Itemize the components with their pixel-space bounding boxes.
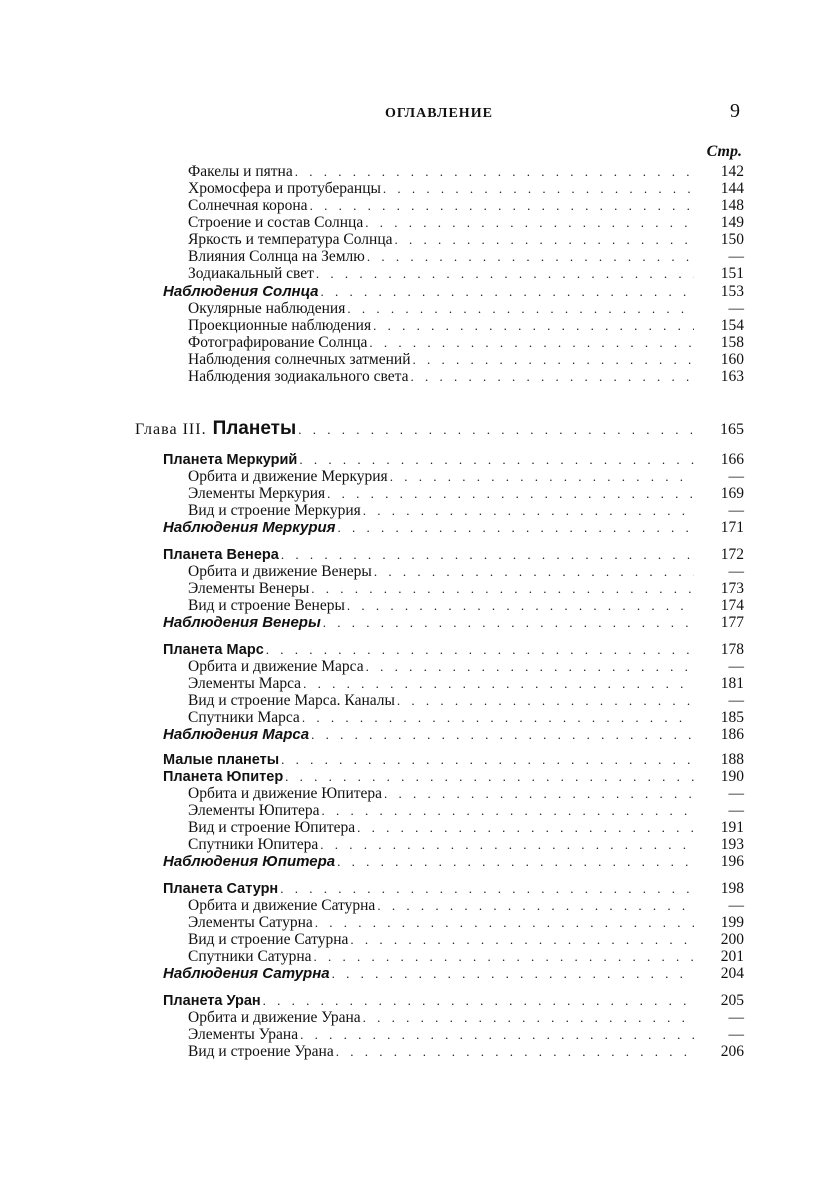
toc-page-number: — (728, 1026, 744, 1043)
toc-page-number: 165 (720, 421, 744, 438)
toc-item (188, 1009, 744, 1026)
dot-leader (374, 563, 694, 580)
toc-page-number: 199 (720, 914, 744, 931)
toc-page-number: 149 (720, 214, 744, 231)
dot-leader (369, 334, 694, 351)
toc-title: Планета Сатурн (163, 881, 279, 897)
toc-section (163, 965, 744, 982)
dot-leader (390, 468, 694, 485)
toc-page-number: 191 (720, 819, 744, 836)
toc-page-number: — (728, 785, 744, 802)
dot-leader (373, 317, 694, 334)
toc-title: Зодиакальный свет (188, 265, 314, 282)
toc-page-number: 205 (720, 992, 744, 1009)
toc-section (163, 546, 744, 563)
toc-title: Планеты (212, 418, 297, 439)
dot-leader (347, 300, 694, 317)
page-number: 9 (730, 100, 740, 122)
toc-page-number: 174 (720, 597, 744, 614)
dot-leader (384, 785, 694, 802)
toc-section (163, 614, 744, 631)
toc-title: Вид и строение Меркурия (188, 502, 361, 519)
toc-page-number: — (728, 300, 744, 317)
toc-page-number: 148 (720, 197, 744, 214)
dot-leader (336, 1043, 694, 1060)
toc-title: Наблюдения Сатурна (163, 965, 330, 982)
toc-title: Наблюдения зодиакального света (188, 368, 409, 385)
dot-leader (363, 1009, 694, 1026)
toc-page-number: 151 (720, 265, 744, 282)
toc-page-number: 185 (720, 709, 744, 726)
toc-title: Планета Венера (163, 547, 279, 563)
toc-item (188, 231, 744, 248)
toc-title: Орбита и движение Урана (188, 1009, 361, 1026)
toc-item (188, 502, 744, 519)
toc-section (163, 726, 744, 743)
toc-title: Факелы и пятна (188, 163, 293, 180)
toc-item (188, 163, 744, 180)
toc-item (188, 197, 744, 214)
toc-item (188, 802, 744, 819)
toc-section (163, 751, 744, 768)
dot-leader (311, 726, 694, 743)
page-column-heading: Стр. (706, 143, 742, 160)
toc-title: Вид и строение Юпитера (188, 819, 356, 836)
toc-page-number: 154 (720, 317, 744, 334)
toc-title: Малые планеты (163, 752, 280, 768)
toc-item (188, 265, 744, 282)
toc-title: Элементы Меркурия (188, 485, 326, 502)
dot-leader (280, 880, 694, 897)
toc-title: Орбита и движение Юпитера (188, 785, 383, 802)
toc-page-number: 172 (720, 546, 744, 563)
toc-item (188, 1026, 744, 1043)
toc-section (163, 853, 744, 870)
dot-leader (383, 180, 694, 197)
toc-item (188, 248, 744, 265)
toc-title: Вид и строение Венеры (188, 597, 345, 614)
toc-title: Наблюдения Меркурия (163, 519, 336, 536)
toc-title: Окулярные наблюдения (188, 300, 346, 317)
toc-page-number: 198 (720, 880, 744, 897)
dot-leader (310, 197, 694, 214)
toc-item (188, 300, 744, 317)
toc-item (188, 597, 744, 614)
dot-leader (281, 546, 694, 563)
dot-leader (357, 819, 694, 836)
toc-page-number: 200 (720, 931, 744, 948)
dot-leader (413, 351, 695, 368)
dot-leader (337, 853, 694, 870)
dot-leader (322, 802, 695, 819)
toc-section (163, 283, 744, 300)
toc-title: Планета Уран (163, 993, 261, 1009)
toc-title: Наблюдения Солнца (163, 283, 319, 300)
toc-item (188, 931, 744, 948)
page-header (0, 100, 840, 130)
toc-title: Наблюдения солнечных затмений (188, 351, 411, 368)
toc-page-number: 163 (720, 368, 744, 385)
toc-chapter (135, 417, 744, 441)
toc-title: Солнечная корона (188, 197, 308, 214)
toc-page-number: — (728, 897, 744, 914)
toc-page-number: — (728, 248, 744, 265)
toc-page-number: 181 (720, 675, 744, 692)
dot-leader (295, 163, 694, 180)
toc-title: Вид и строение Сатурна (188, 931, 349, 948)
dot-leader (285, 768, 694, 785)
toc-item (188, 334, 744, 351)
toc-section (163, 641, 744, 658)
toc-page-number: 186 (720, 726, 744, 743)
toc-title: Планета Меркурий (163, 452, 298, 468)
toc-page-number: 169 (720, 485, 744, 502)
toc-page-number: 188 (720, 751, 744, 768)
toc-title: Спутники Юпитера (188, 836, 319, 853)
toc-title: Наблюдения Марса (163, 726, 310, 743)
toc-page-number: — (728, 802, 744, 819)
toc-section (163, 880, 744, 897)
toc-page-number: 206 (720, 1043, 744, 1060)
toc-page-number: — (728, 468, 744, 485)
toc-item (188, 785, 744, 802)
toc-page-number: 166 (720, 451, 744, 468)
toc-title: Элементы Сатурна (188, 914, 313, 931)
toc-page-number: 190 (720, 768, 744, 785)
dot-leader (347, 597, 694, 614)
toc-title: Яркость и температура Солнца (188, 231, 393, 248)
chapter-label: Глава III. (135, 421, 207, 438)
dot-leader (338, 519, 695, 536)
dot-leader (332, 965, 694, 982)
toc-title: Вид и строение Марса. Каналы (188, 692, 395, 709)
toc-title: Строение и состав Солнца (188, 214, 364, 231)
toc-item (188, 1043, 744, 1060)
toc-section (163, 519, 744, 536)
toc-item (188, 214, 744, 231)
dot-leader (363, 502, 694, 519)
toc-page-number: 204 (720, 965, 744, 982)
toc-item (188, 180, 744, 197)
toc-page-number: — (728, 563, 744, 580)
dot-leader (395, 231, 694, 248)
dot-leader (302, 709, 694, 726)
dot-leader (320, 836, 694, 853)
toc-page-number: 160 (720, 351, 744, 368)
dot-leader (316, 265, 694, 282)
toc-page-number: 173 (720, 580, 744, 597)
toc-page-number: — (728, 1009, 744, 1026)
toc-item (188, 819, 744, 836)
toc-item (188, 692, 744, 709)
toc-page-number: 193 (720, 836, 744, 853)
toc-title: Орбита и движение Меркурия (188, 468, 388, 485)
toc-item (188, 709, 744, 726)
toc-item (188, 836, 744, 853)
toc-title: Наблюдения Юпитера (163, 853, 336, 870)
toc-item (188, 897, 744, 914)
toc-page-number: 178 (720, 641, 744, 658)
toc-page-number: 177 (720, 614, 744, 631)
toc-section (163, 451, 744, 468)
toc-item (188, 317, 744, 334)
toc-item (188, 580, 744, 597)
toc-page-number: — (728, 692, 744, 709)
dot-leader (266, 641, 694, 658)
dot-leader (367, 248, 694, 265)
dot-leader (397, 692, 694, 709)
toc-page-number: — (728, 658, 744, 675)
dot-leader (327, 485, 694, 502)
dot-leader (303, 675, 694, 692)
toc-page-number: 142 (720, 163, 744, 180)
toc-title: Планета Марс (163, 642, 264, 658)
dot-leader (366, 658, 694, 675)
toc-page-number: 158 (720, 334, 744, 351)
dot-leader (281, 751, 694, 768)
dot-leader (311, 580, 694, 597)
toc-item (188, 485, 744, 502)
toc-title: Влияния Солнца на Землю (188, 248, 365, 265)
toc-page-number: — (728, 502, 744, 519)
dot-leader (300, 1026, 694, 1043)
toc-item (188, 675, 744, 692)
toc-title: Планета Юпитер (163, 769, 284, 785)
dot-leader (365, 214, 694, 231)
toc-item (188, 914, 744, 931)
dot-leader (315, 914, 694, 931)
toc-section (163, 768, 744, 785)
toc-title: Элементы Венеры (188, 580, 310, 597)
toc-page-number: 171 (720, 519, 744, 536)
toc-item (188, 368, 744, 385)
toc-section (163, 992, 744, 1009)
dot-leader (377, 897, 694, 914)
dot-leader (299, 451, 694, 468)
toc-page-number: 153 (720, 283, 744, 300)
dot-leader (263, 992, 694, 1009)
toc-title: Орбита и движение Сатурна (188, 897, 376, 914)
toc-title: Элементы Марса (188, 675, 302, 692)
toc-title: Вид и строение Урана (188, 1043, 334, 1060)
toc-item (188, 658, 744, 675)
dot-leader (350, 931, 694, 948)
toc-title: Хромосфера и протуберанцы (188, 180, 381, 197)
toc-title: Наблюдения Венеры (163, 614, 321, 631)
running-title: ОГЛАВЛЕНИЕ (385, 106, 493, 121)
dot-leader (298, 418, 694, 442)
toc-title: Элементы Юпитера (188, 802, 320, 819)
toc-item (188, 351, 744, 368)
toc-page-number: 144 (720, 180, 744, 197)
dot-leader (314, 948, 694, 965)
toc-title: Проекционные наблюдения (188, 317, 372, 334)
toc-title: Элементы Урана (188, 1026, 299, 1043)
toc-item (188, 468, 744, 485)
toc-title: Фотографирование Солнца (188, 334, 368, 351)
toc-title: Орбита и движение Марса (188, 658, 364, 675)
toc-title: Орбита и движение Венеры (188, 563, 372, 580)
toc-item (188, 563, 744, 580)
toc-page-number: 150 (720, 231, 744, 248)
toc-page-number: 201 (720, 948, 744, 965)
toc-item (188, 948, 744, 965)
toc-page-number: 196 (720, 853, 744, 870)
dot-leader (320, 283, 694, 300)
toc-title: Спутники Марса (188, 709, 300, 726)
dot-leader (323, 614, 694, 631)
dot-leader (410, 368, 694, 385)
toc-title: Спутники Сатурна (188, 948, 312, 965)
